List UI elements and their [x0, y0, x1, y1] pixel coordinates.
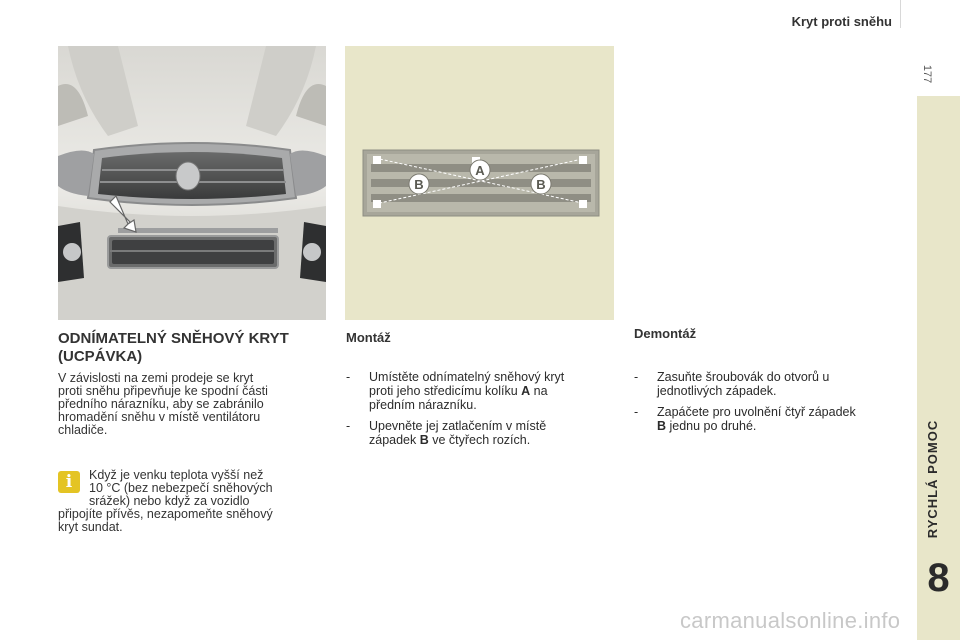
unmount-steps: [634, 370, 909, 440]
step-bold: B: [419, 433, 429, 447]
intro-paragraph: [58, 372, 328, 437]
step-bold: A: [521, 384, 531, 398]
step-line: Zasuňte šroubovák do otvorů u: [657, 370, 830, 384]
list-item: [634, 405, 909, 433]
watermark: carmanualsonline.info: [680, 608, 901, 633]
step-text: proti jeho středicímu kolíku: [369, 384, 522, 398]
intro-line: chladiče.: [58, 423, 108, 437]
step-text: na: [530, 384, 548, 398]
info-line: 10 °C (bez nebezpečí sněhových: [89, 481, 273, 495]
step-line: [657, 419, 909, 433]
step-line: předním nárazníku.: [369, 398, 477, 412]
header-divider: [900, 0, 901, 28]
section-title: [58, 330, 338, 366]
car-front-illustration: [58, 46, 326, 320]
section-title-line: ODNÍMATELNÝ SNĚHOVÝ KRYT: [58, 330, 289, 347]
step-text: ve čtyřech rozích.: [428, 433, 531, 447]
list-item: [346, 419, 616, 447]
step-line: Umístěte odnímatelný sněhový kryt: [369, 370, 565, 384]
step-line: jednotlivých západek.: [657, 384, 777, 398]
intro-line: proti sněhu připevňuje ke spodní části: [58, 384, 268, 398]
step-line: [369, 433, 616, 447]
intro-line: hromadění sněhu v místě ventilátoru: [58, 410, 261, 424]
chapter-tab-label: RYCHLÁ POMOC: [925, 419, 940, 539]
step-line: Upevněte jej zatlačením v místě: [369, 419, 547, 433]
list-item: [634, 370, 909, 398]
step-text: jednu po druhé.: [666, 419, 757, 433]
info-line: kryt sundat.: [58, 520, 123, 534]
info-line: připojíte přívěs, nezapomeňte sněhový: [58, 507, 273, 521]
info-note: [58, 469, 330, 534]
mount-steps: [346, 370, 616, 454]
intro-line: V závislosti na zemi prodeje se kryt: [58, 371, 254, 385]
page-header-title: Kryt proti sněhu: [791, 14, 892, 29]
list-dash: -: [346, 419, 351, 433]
step-line: [369, 384, 616, 398]
info-line: srážek) nebo když za vozidlo: [89, 494, 250, 508]
snow-cover-drawing: [345, 46, 614, 320]
list-dash: -: [634, 405, 639, 419]
page-number: 177: [921, 64, 933, 84]
section-title-line: (UCPÁVKA): [58, 348, 143, 365]
car-front-drawing: [58, 46, 326, 320]
step-bold: B: [657, 419, 667, 433]
label-b-left: B: [414, 177, 424, 192]
info-icon: i: [58, 471, 80, 493]
list-item: [346, 370, 616, 412]
label-a: A: [475, 163, 485, 178]
list-dash: -: [346, 370, 351, 384]
intro-line: předního nárazníku, aby se zabránilo: [58, 397, 264, 411]
step-line: Zapáčete pro uvolnění čtyř západek: [657, 405, 856, 419]
chapter-number: 8: [927, 556, 950, 600]
snow-cover-diagram: [345, 46, 614, 320]
info-line: Když je venku teplota vyšší než: [89, 468, 264, 482]
mount-title: Montáž: [346, 330, 391, 345]
list-dash: -: [634, 370, 639, 384]
label-b-right: B: [536, 177, 546, 192]
step-text: západek: [369, 433, 420, 447]
unmount-title: Demontáž: [634, 326, 697, 341]
